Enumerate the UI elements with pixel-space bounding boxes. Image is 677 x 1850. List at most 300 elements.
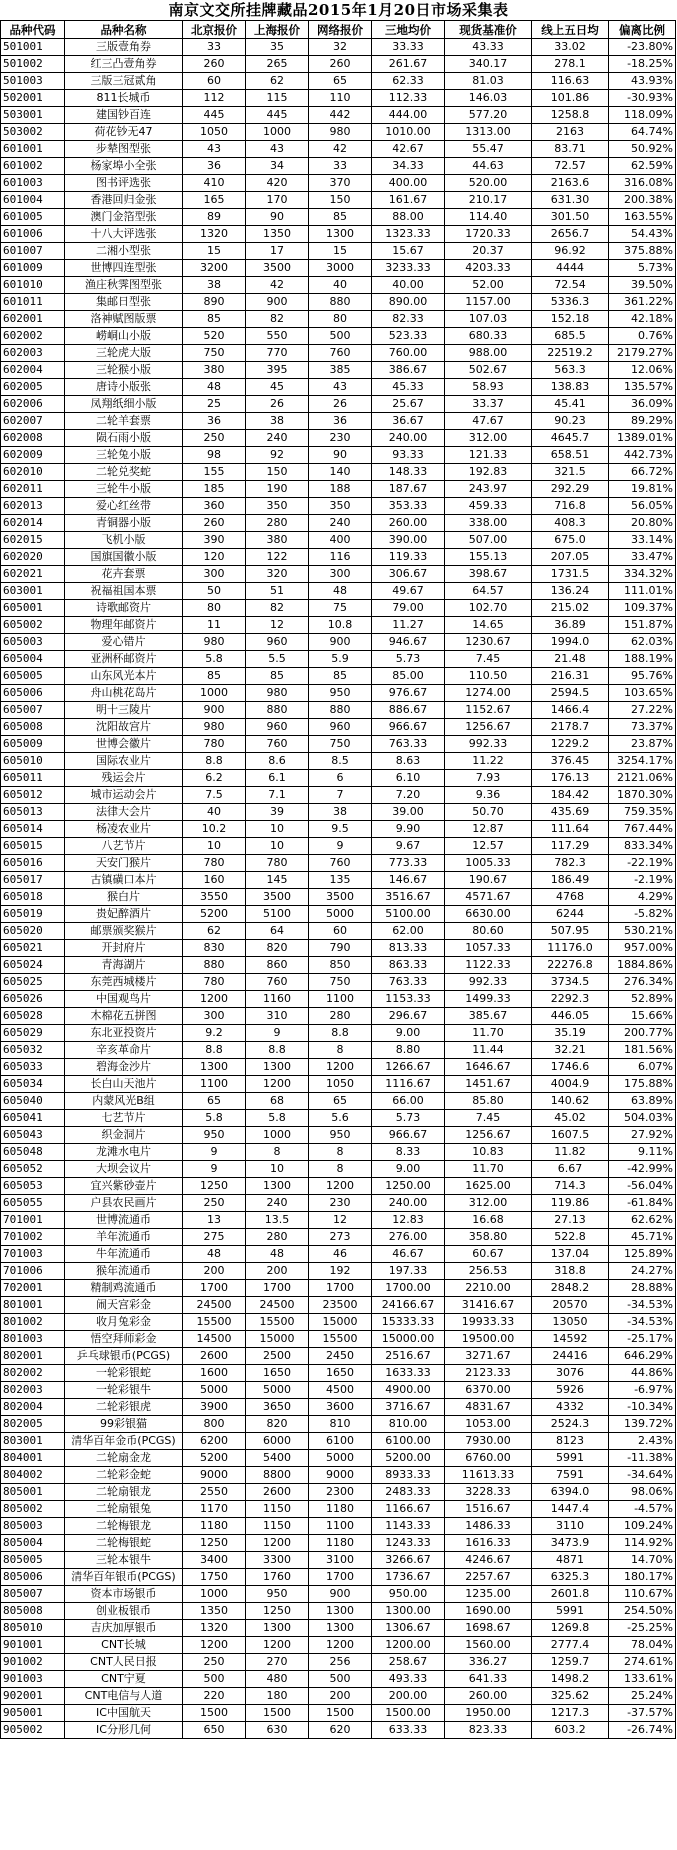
base-price-cell: 823.33: [445, 1722, 532, 1739]
five-day-avg-cell: 446.05: [532, 1008, 609, 1025]
shanghai-price-cell: 10: [246, 821, 309, 838]
five-day-avg-cell: 8123: [532, 1433, 609, 1450]
deviation-cell: 274.61%: [609, 1654, 676, 1671]
beijing-price-cell: 1250: [183, 1535, 246, 1552]
code-cell: 602007: [1, 413, 65, 430]
shanghai-price-cell: 26: [246, 396, 309, 413]
five-day-avg-cell: 72.54: [532, 277, 609, 294]
beijing-price-cell: 50: [183, 583, 246, 600]
shanghai-price-cell: 200: [246, 1263, 309, 1280]
online-price-cell: 300: [309, 566, 372, 583]
base-price-cell: 3228.33: [445, 1484, 532, 1501]
deviation-cell: -22.19%: [609, 855, 676, 872]
shanghai-price-cell: 760: [246, 974, 309, 991]
deviation-cell: -25.17%: [609, 1331, 676, 1348]
online-price-cell: 38: [309, 804, 372, 821]
code-cell: 801002: [1, 1314, 65, 1331]
online-price-cell: 230: [309, 1195, 372, 1212]
code-cell: 501002: [1, 56, 65, 73]
name-cell: 三轮猴小版: [65, 362, 183, 379]
shanghai-price-cell: 90: [246, 209, 309, 226]
code-cell: 602020: [1, 549, 65, 566]
avg-price-cell: 493.33: [372, 1671, 445, 1688]
table-row: [1, 328, 676, 345]
shanghai-price-cell: 310: [246, 1008, 309, 1025]
five-day-avg-cell: 4332: [532, 1399, 609, 1416]
base-price-cell: 260.00: [445, 1688, 532, 1705]
beijing-price-cell: 165: [183, 192, 246, 209]
online-price-cell: 1200: [309, 1178, 372, 1195]
name-cell: 大坝会议片: [65, 1161, 183, 1178]
deviation-cell: -25.25%: [609, 1620, 676, 1637]
code-cell: 901003: [1, 1671, 65, 1688]
five-day-avg-cell: 2178.7: [532, 719, 609, 736]
base-price-cell: 1560.00: [445, 1637, 532, 1654]
table-row: [1, 719, 676, 736]
code-cell: 605003: [1, 634, 65, 651]
beijing-price-cell: 155: [183, 464, 246, 481]
table-row: [1, 1297, 676, 1314]
shanghai-price-cell: 1250: [246, 1603, 309, 1620]
code-cell: 605010: [1, 753, 65, 770]
avg-price-cell: 8.80: [372, 1042, 445, 1059]
beijing-price-cell: 43: [183, 141, 246, 158]
avg-price-cell: 386.67: [372, 362, 445, 379]
avg-price-cell: 810.00: [372, 1416, 445, 1433]
table-row: [1, 957, 676, 974]
five-day-avg-cell: 1731.5: [532, 566, 609, 583]
beijing-price-cell: 880: [183, 957, 246, 974]
beijing-price-cell: 36: [183, 413, 246, 430]
avg-price-cell: 240.00: [372, 1195, 445, 1212]
deviation-cell: 63.89%: [609, 1093, 676, 1110]
name-cell: 二轮彩金蛇: [65, 1467, 183, 1484]
avg-price-cell: 146.67: [372, 872, 445, 889]
base-price-cell: 1256.67: [445, 719, 532, 736]
table-row: [1, 770, 676, 787]
avg-price-cell: 9.00: [372, 1161, 445, 1178]
name-cell: 城市运动会片: [65, 787, 183, 804]
name-cell: 三轮兔小版: [65, 447, 183, 464]
code-cell: 605041: [1, 1110, 65, 1127]
code-cell: 805008: [1, 1603, 65, 1620]
name-cell: 内蒙风光B组: [65, 1093, 183, 1110]
table-row: [1, 685, 676, 702]
online-price-cell: 65: [309, 1093, 372, 1110]
online-price-cell: 950: [309, 685, 372, 702]
online-price-cell: 240: [309, 515, 372, 532]
avg-price-cell: 12.83: [372, 1212, 445, 1229]
deviation-cell: 109.37%: [609, 600, 676, 617]
base-price-cell: 190.67: [445, 872, 532, 889]
online-price-cell: 43: [309, 379, 372, 396]
avg-price-cell: 1266.67: [372, 1059, 445, 1076]
name-cell: IC中国航天: [65, 1705, 183, 1722]
name-cell: 清华百年银币(PCGS): [65, 1569, 183, 1586]
online-price-cell: 370: [309, 175, 372, 192]
table-row: [1, 294, 676, 311]
code-cell: 702001: [1, 1280, 65, 1297]
code-cell: 901002: [1, 1654, 65, 1671]
base-price-cell: 192.83: [445, 464, 532, 481]
online-price-cell: 6: [309, 770, 372, 787]
five-day-avg-cell: 292.29: [532, 481, 609, 498]
beijing-price-cell: 62: [183, 923, 246, 940]
base-price-cell: 6760.00: [445, 1450, 532, 1467]
avg-price-cell: 40.00: [372, 277, 445, 294]
code-cell: 602006: [1, 396, 65, 413]
col-header-deviation: 偏离比例: [609, 21, 676, 39]
table-row: [1, 855, 676, 872]
online-price-cell: 280: [309, 1008, 372, 1025]
base-price-cell: 992.33: [445, 974, 532, 991]
shanghai-price-cell: 240: [246, 430, 309, 447]
code-cell: 701001: [1, 1212, 65, 1229]
table-row: [1, 141, 676, 158]
code-cell: 601004: [1, 192, 65, 209]
base-price-cell: 502.67: [445, 362, 532, 379]
code-cell: 605032: [1, 1042, 65, 1059]
name-cell: 龙滩水电片: [65, 1144, 183, 1161]
online-price-cell: 500: [309, 1671, 372, 1688]
shanghai-price-cell: 68: [246, 1093, 309, 1110]
base-price-cell: 336.27: [445, 1654, 532, 1671]
five-day-avg-cell: 4004.9: [532, 1076, 609, 1093]
name-cell: 古镇磺口本片: [65, 872, 183, 889]
deviation-cell: 33.14%: [609, 532, 676, 549]
five-day-avg-cell: 11.82: [532, 1144, 609, 1161]
base-price-cell: 3271.67: [445, 1348, 532, 1365]
base-price-cell: 398.67: [445, 566, 532, 583]
shanghai-price-cell: 170: [246, 192, 309, 209]
base-price-cell: 146.03: [445, 90, 532, 107]
table-row: [1, 175, 676, 192]
avg-price-cell: 62.33: [372, 73, 445, 90]
deviation-cell: 3254.17%: [609, 753, 676, 770]
table-row: [1, 838, 676, 855]
code-cell: 503001: [1, 107, 65, 124]
table-row: [1, 1416, 676, 1433]
deviation-cell: -61.84%: [609, 1195, 676, 1212]
five-day-avg-cell: 631.30: [532, 192, 609, 209]
base-price-cell: 80.60: [445, 923, 532, 940]
five-day-avg-cell: 2777.4: [532, 1637, 609, 1654]
online-price-cell: 8: [309, 1042, 372, 1059]
avg-price-cell: 276.00: [372, 1229, 445, 1246]
beijing-price-cell: 120: [183, 549, 246, 566]
name-cell: 资本市场银币: [65, 1586, 183, 1603]
avg-price-cell: 15333.33: [372, 1314, 445, 1331]
table-row: [1, 1637, 676, 1654]
deviation-cell: 5.73%: [609, 260, 676, 277]
avg-price-cell: 760.00: [372, 345, 445, 362]
avg-price-cell: 161.67: [372, 192, 445, 209]
table-row: [1, 821, 676, 838]
base-price-cell: 1313.00: [445, 124, 532, 141]
table-row: [1, 1518, 676, 1535]
table-row: [1, 906, 676, 923]
table-row: [1, 1654, 676, 1671]
deviation-cell: 12.06%: [609, 362, 676, 379]
five-day-avg-cell: 14592: [532, 1331, 609, 1348]
five-day-avg-cell: 2601.8: [532, 1586, 609, 1603]
avg-price-cell: 5.73: [372, 1110, 445, 1127]
base-price-cell: 2257.67: [445, 1569, 532, 1586]
code-cell: 605040: [1, 1093, 65, 1110]
five-day-avg-cell: 1994.0: [532, 634, 609, 651]
avg-price-cell: 119.33: [372, 549, 445, 566]
avg-price-cell: 49.67: [372, 583, 445, 600]
name-cell: 宜兴紫砂壶片: [65, 1178, 183, 1195]
base-price-cell: 507.00: [445, 532, 532, 549]
table-row: [1, 1348, 676, 1365]
five-day-avg-cell: 3076: [532, 1365, 609, 1382]
avg-price-cell: 34.33: [372, 158, 445, 175]
code-cell: 802001: [1, 1348, 65, 1365]
base-price-cell: 1157.00: [445, 294, 532, 311]
base-price-cell: 43.33: [445, 39, 532, 56]
online-price-cell: 15500: [309, 1331, 372, 1348]
name-cell: 国旗国徽小版: [65, 549, 183, 566]
five-day-avg-cell: 1607.5: [532, 1127, 609, 1144]
base-price-cell: 1057.33: [445, 940, 532, 957]
base-price-cell: 6370.00: [445, 1382, 532, 1399]
online-price-cell: 15: [309, 243, 372, 260]
table-row: [1, 634, 676, 651]
deviation-cell: 24.27%: [609, 1263, 676, 1280]
online-price-cell: 15000: [309, 1314, 372, 1331]
five-day-avg-cell: 4444: [532, 260, 609, 277]
avg-price-cell: 763.33: [372, 974, 445, 991]
five-day-avg-cell: 7591: [532, 1467, 609, 1484]
deviation-cell: 56.05%: [609, 498, 676, 515]
five-day-avg-cell: 658.51: [532, 447, 609, 464]
code-cell: 605020: [1, 923, 65, 940]
deviation-cell: 78.04%: [609, 1637, 676, 1654]
beijing-price-cell: 250: [183, 1195, 246, 1212]
base-price-cell: 20.37: [445, 243, 532, 260]
avg-price-cell: 2483.33: [372, 1484, 445, 1501]
avg-price-cell: 1736.67: [372, 1569, 445, 1586]
shanghai-price-cell: 395: [246, 362, 309, 379]
shanghai-price-cell: 10: [246, 838, 309, 855]
shanghai-price-cell: 3500: [246, 889, 309, 906]
base-price-cell: 11.70: [445, 1161, 532, 1178]
five-day-avg-cell: 35.19: [532, 1025, 609, 1042]
beijing-price-cell: 380: [183, 362, 246, 379]
shanghai-price-cell: 1200: [246, 1535, 309, 1552]
deviation-cell: 133.61%: [609, 1671, 676, 1688]
five-day-avg-cell: 685.5: [532, 328, 609, 345]
online-price-cell: 8.5: [309, 753, 372, 770]
name-cell: 明十三陵片: [65, 702, 183, 719]
online-price-cell: 23500: [309, 1297, 372, 1314]
online-price-cell: 880: [309, 294, 372, 311]
avg-price-cell: 1323.33: [372, 226, 445, 243]
online-price-cell: 1500: [309, 1705, 372, 1722]
avg-price-cell: 42.67: [372, 141, 445, 158]
table-row: [1, 1144, 676, 1161]
five-day-avg-cell: 72.57: [532, 158, 609, 175]
avg-price-cell: 1300.00: [372, 1603, 445, 1620]
beijing-price-cell: 85: [183, 668, 246, 685]
name-cell: IC分形几何: [65, 1722, 183, 1739]
base-price-cell: 11.44: [445, 1042, 532, 1059]
beijing-price-cell: 65: [183, 1093, 246, 1110]
deviation-cell: 98.06%: [609, 1484, 676, 1501]
shanghai-price-cell: 15000: [246, 1331, 309, 1348]
name-cell: 牛年流通币: [65, 1246, 183, 1263]
table-row: [1, 1586, 676, 1603]
shanghai-price-cell: 6000: [246, 1433, 309, 1450]
name-cell: 三版三冠贰角: [65, 73, 183, 90]
deviation-cell: 95.76%: [609, 668, 676, 685]
name-cell: 三轮虎大版: [65, 345, 183, 362]
base-price-cell: 52.00: [445, 277, 532, 294]
avg-price-cell: 261.67: [372, 56, 445, 73]
base-price-cell: 338.00: [445, 515, 532, 532]
beijing-price-cell: 1050: [183, 124, 246, 141]
online-price-cell: 1050: [309, 1076, 372, 1093]
code-cell: 605029: [1, 1025, 65, 1042]
base-price-cell: 19500.00: [445, 1331, 532, 1348]
base-price-cell: 1486.33: [445, 1518, 532, 1535]
online-price-cell: 110: [309, 90, 372, 107]
deviation-cell: 646.29%: [609, 1348, 676, 1365]
base-price-cell: 12.87: [445, 821, 532, 838]
online-price-cell: 790: [309, 940, 372, 957]
name-cell: 东北亚投资片: [65, 1025, 183, 1042]
deviation-cell: 2121.06%: [609, 770, 676, 787]
deviation-cell: 442.73%: [609, 447, 676, 464]
deviation-cell: 42.18%: [609, 311, 676, 328]
online-price-cell: 273: [309, 1229, 372, 1246]
online-price-cell: 500: [309, 328, 372, 345]
online-price-cell: 6100: [309, 1433, 372, 1450]
five-day-avg-cell: 36.89: [532, 617, 609, 634]
code-cell: 802005: [1, 1416, 65, 1433]
base-price-cell: 988.00: [445, 345, 532, 362]
name-cell: 亚洲杯邮资片: [65, 651, 183, 668]
code-cell: 602009: [1, 447, 65, 464]
code-cell: 601007: [1, 243, 65, 260]
code-cell: 601010: [1, 277, 65, 294]
deviation-cell: 110.67%: [609, 1586, 676, 1603]
avg-price-cell: 85.00: [372, 668, 445, 685]
avg-price-cell: 258.67: [372, 1654, 445, 1671]
base-price-cell: 1499.33: [445, 991, 532, 1008]
shanghai-price-cell: 15500: [246, 1314, 309, 1331]
shanghai-price-cell: 1500: [246, 1705, 309, 1722]
code-cell: 605048: [1, 1144, 65, 1161]
beijing-price-cell: 10: [183, 838, 246, 855]
five-day-avg-cell: 1229.2: [532, 736, 609, 753]
base-price-cell: 1053.00: [445, 1416, 532, 1433]
name-cell: 收月兔彩金: [65, 1314, 183, 1331]
beijing-price-cell: 1300: [183, 1059, 246, 1076]
name-cell: 法律大会片: [65, 804, 183, 821]
table-row: [1, 362, 676, 379]
deviation-cell: 504.03%: [609, 1110, 676, 1127]
beijing-price-cell: 1000: [183, 685, 246, 702]
avg-price-cell: 1700.00: [372, 1280, 445, 1297]
beijing-price-cell: 15500: [183, 1314, 246, 1331]
online-price-cell: 1300: [309, 1603, 372, 1620]
deviation-cell: -34.53%: [609, 1297, 676, 1314]
beijing-price-cell: 15: [183, 243, 246, 260]
shanghai-price-cell: 8800: [246, 1467, 309, 1484]
col-header-code: 品种代码: [1, 21, 65, 39]
deviation-cell: 375.88%: [609, 243, 676, 260]
avg-price-cell: 1500.00: [372, 1705, 445, 1722]
table-row: [1, 1161, 676, 1178]
table-row: [1, 787, 676, 804]
name-cell: CNT宁夏: [65, 1671, 183, 1688]
beijing-price-cell: 1350: [183, 1603, 246, 1620]
shanghai-price-cell: 1150: [246, 1518, 309, 1535]
name-cell: 中国观鸟片: [65, 991, 183, 1008]
table-row: [1, 1688, 676, 1705]
code-cell: 605004: [1, 651, 65, 668]
table-row: [1, 1195, 676, 1212]
table-row: [1, 940, 676, 957]
base-price-cell: 11.70: [445, 1025, 532, 1042]
avg-price-cell: 946.67: [372, 634, 445, 651]
name-cell: 祝福祖国本票: [65, 583, 183, 600]
five-day-avg-cell: 5991: [532, 1603, 609, 1620]
code-cell: 805006: [1, 1569, 65, 1586]
table-row: [1, 1246, 676, 1263]
beijing-price-cell: 750: [183, 345, 246, 362]
five-day-avg-cell: 278.1: [532, 56, 609, 73]
name-cell: 二轮扇银兔: [65, 1501, 183, 1518]
base-price-cell: 11.22: [445, 753, 532, 770]
deviation-cell: 9.11%: [609, 1144, 676, 1161]
online-price-cell: 8: [309, 1161, 372, 1178]
deviation-cell: 135.57%: [609, 379, 676, 396]
market-table: [0, 20, 676, 1739]
avg-price-cell: 966.67: [372, 719, 445, 736]
shanghai-price-cell: 5100: [246, 906, 309, 923]
shanghai-price-cell: 6.1: [246, 770, 309, 787]
deviation-cell: 181.56%: [609, 1042, 676, 1059]
shanghai-price-cell: 1150: [246, 1501, 309, 1518]
base-price-cell: 1256.67: [445, 1127, 532, 1144]
beijing-price-cell: 9000: [183, 1467, 246, 1484]
shanghai-price-cell: 320: [246, 566, 309, 583]
base-price-cell: 60.67: [445, 1246, 532, 1263]
deviation-cell: 767.44%: [609, 821, 676, 838]
base-price-cell: 102.70: [445, 600, 532, 617]
shanghai-price-cell: 420: [246, 175, 309, 192]
base-price-cell: 312.00: [445, 1195, 532, 1212]
avg-price-cell: 5100.00: [372, 906, 445, 923]
avg-price-cell: 5.73: [372, 651, 445, 668]
five-day-avg-cell: 152.18: [532, 311, 609, 328]
base-price-cell: 11613.33: [445, 1467, 532, 1484]
avg-price-cell: 200.00: [372, 1688, 445, 1705]
base-price-cell: 459.33: [445, 498, 532, 515]
name-cell: 爱心错片: [65, 634, 183, 651]
code-cell: 605025: [1, 974, 65, 991]
code-cell: 801003: [1, 1331, 65, 1348]
avg-price-cell: 3516.67: [372, 889, 445, 906]
avg-price-cell: 3716.67: [372, 1399, 445, 1416]
five-day-avg-cell: 2848.2: [532, 1280, 609, 1297]
name-cell: 三轮牛小版: [65, 481, 183, 498]
shanghai-price-cell: 550: [246, 328, 309, 345]
code-cell: 605024: [1, 957, 65, 974]
